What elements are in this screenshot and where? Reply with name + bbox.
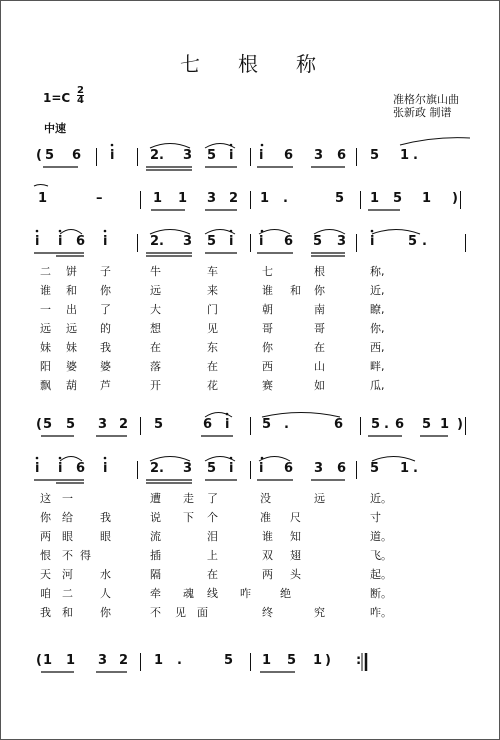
note-r3-2: i [58, 234, 63, 249]
lyric-b2-l3-3: 眼 [100, 530, 111, 543]
lyric-b1-l5-2: 妹 [66, 341, 77, 354]
note-r5-12: 6 [337, 461, 347, 476]
lyric-b1-l2-2: 和 [66, 284, 77, 297]
note-r5-3: 6 [76, 461, 86, 476]
note-r1-3: 6 [72, 148, 82, 163]
lyric-b1-l4-6: 哥 [262, 322, 273, 335]
lyric-b2-l7-2: 和 [62, 606, 73, 619]
lyric-b2-l1-4: 走 [183, 492, 194, 505]
note-r4-3: 5 [66, 417, 76, 432]
lyric-b2-l6-5: 魂 [183, 587, 194, 600]
lyric-b2-l4-5: 上 [207, 549, 218, 562]
lyric-b2-l2-7: 准 [260, 511, 271, 524]
barline-r5-1 [137, 461, 138, 479]
note-r4-17: ) [457, 417, 463, 432]
note-r1-13: 5 [370, 148, 380, 163]
note-r6-4: 3 [98, 653, 108, 668]
lyric-b2-l4-2: 不 [62, 549, 73, 562]
barline-r2-4 [460, 191, 461, 209]
barline-r1-2 [137, 148, 138, 166]
note-r4-9: 5 [262, 417, 272, 432]
barline-r2-1 [140, 191, 141, 209]
note-r4-11: 6 [334, 417, 344, 432]
lyric-b2-l1-8: 近。 [370, 492, 392, 505]
lyric-b1-l1-1: 二 [40, 265, 51, 278]
lyric-b1-l5-6: 你 [262, 341, 273, 354]
lyric-b2-l3-8: 道。 [370, 530, 392, 543]
octave-dot-9 [111, 144, 114, 147]
note-r4-10: . [284, 417, 289, 432]
lyric-b2-l2-5: 下 [183, 511, 194, 524]
note-r2-6: 2 [229, 191, 239, 206]
lyric-b1-l6-5: 在 [207, 360, 218, 373]
note-r5-7: 5 [207, 461, 217, 476]
barline-r1-1 [96, 148, 97, 166]
lyric-b2-l7-8: 究 [314, 606, 325, 619]
tempo-marking: 中速 [44, 122, 66, 135]
lyric-b2-l5-2: 河 [62, 568, 73, 581]
barline-r4-3 [360, 417, 361, 435]
lyric-b2-l2-8: 尺 [290, 511, 301, 524]
lyric-b1-l5-7: 在 [314, 341, 325, 354]
note-r6-1: ( [36, 653, 42, 668]
lyric-b1-l5-1: 妹 [40, 341, 51, 354]
lyric-b1-l7-8: 瓜, [370, 379, 385, 392]
note-r3-4: i [103, 234, 108, 249]
note-r4-1: ( [36, 417, 42, 432]
note-r2-4: 1 [178, 191, 188, 206]
lyric-b2-l1-2: 一 [62, 492, 73, 505]
lyric-b2-l2-1: 你 [40, 511, 51, 524]
note-r4-16: 1 [440, 417, 450, 432]
lyric-b1-l2-7: 和 [290, 284, 301, 297]
lyric-b1-l3-6: 朝 [262, 303, 273, 316]
lyric-b2-l6-9: 断。 [370, 587, 392, 600]
barline-r6-2 [250, 653, 251, 671]
lyric-b1-l6-2: 婆 [66, 360, 77, 373]
note-r6-10: 5 [287, 653, 297, 668]
note-r3-11: 5 [313, 234, 323, 249]
lyric-b1-l3-3: 了 [100, 303, 111, 316]
lyric-b2-l6-7: 咋 [240, 587, 251, 600]
note-r1-11: 3 [314, 148, 324, 163]
octave-dot-11 [261, 144, 264, 147]
lyric-b2-l5-4: 隔 [150, 568, 161, 581]
lyric-b2-l3-1: 两 [40, 530, 51, 543]
lyric-b1-l7-7: 如 [314, 379, 325, 392]
title-char-3: 称 [296, 52, 316, 76]
lyric-b2-l1-1: 这 [40, 492, 51, 505]
note-r1-5: 2. [150, 148, 164, 163]
note-r2-3: 1 [153, 191, 163, 206]
octave-dot-59 [261, 457, 264, 460]
tie-cross-2 [34, 185, 48, 187]
arranger-credit: 张新政 制谱 [393, 106, 452, 119]
lyric-b2-l6-4: 牵 [150, 587, 161, 600]
octave-dot-30 [59, 230, 62, 233]
barline-r4-4 [465, 417, 466, 435]
note-r2-1: 1 [38, 191, 48, 206]
note-r3-6: 3 [183, 234, 193, 249]
lyric-b2-l7-9: 咋。 [370, 606, 392, 619]
note-r5-14: 1 [400, 461, 410, 476]
note-r1-14: 1 [400, 148, 410, 163]
note-r3-3: 6 [76, 234, 86, 249]
octave-dot-42 [226, 413, 229, 416]
lyric-b2-l4-7: 翅 [290, 549, 301, 562]
note-r5-6: 3 [183, 461, 193, 476]
note-r1-12: 6 [337, 148, 347, 163]
title-char-2: 根 [238, 52, 258, 76]
note-r3-13: i [370, 234, 375, 249]
lyric-b2-l3-2: 眼 [62, 530, 73, 543]
lyric-b1-l3-1: 一 [40, 303, 51, 316]
lyric-b1-l4-7: 哥 [314, 322, 325, 335]
octave-dot-32 [230, 230, 233, 233]
note-r3-10: 6 [284, 234, 294, 249]
lyric-b1-l7-5: 花 [207, 379, 218, 392]
note-r5-4: i [103, 461, 108, 476]
lyric-b2-l3-4: 流 [150, 530, 161, 543]
lyric-b1-l1-6: 七 [262, 265, 273, 278]
lyric-b1-l3-7: 南 [314, 303, 325, 316]
tie-cross-1 [400, 138, 470, 145]
note-r4-2: 5 [43, 417, 53, 432]
lyric-b1-l2-8: 你 [314, 284, 325, 297]
lyric-b2-l4-8: 飞。 [370, 549, 392, 562]
note-r6-2: 1 [43, 653, 53, 668]
lyric-b1-l1-5: 车 [207, 265, 218, 278]
octave-dot-55 [36, 457, 39, 460]
lyric-b2-l5-1: 天 [40, 568, 51, 581]
lyric-b1-l3-4: 大 [150, 303, 161, 316]
lyric-b2-l7-7: 终 [262, 606, 273, 619]
lyric-b1-l1-7: 根 [314, 265, 325, 278]
note-r6-12: ) [325, 653, 331, 668]
barline-r4-1 [140, 417, 141, 435]
note-r2-10: 1 [370, 191, 380, 206]
lyric-b1-l4-3: 的 [100, 322, 111, 335]
note-r6-13: : [356, 653, 362, 668]
lyric-b2-l2-3: 我 [100, 511, 111, 524]
lyric-b1-l2-9: 近, [370, 284, 385, 297]
note-r3-9: i [259, 234, 264, 249]
lyric-b2-l6-8: 绝 [280, 587, 291, 600]
lyric-b1-l6-8: 畔, [370, 360, 385, 373]
lyric-b1-l3-2: 出 [66, 303, 77, 316]
lyric-b2-l2-9: 寸 [370, 511, 381, 524]
octave-dot-33 [261, 230, 264, 233]
lyric-b1-l1-4: 牛 [150, 265, 161, 278]
lyric-b1-l4-5: 见 [207, 322, 218, 335]
note-r5-11: 3 [314, 461, 324, 476]
time-signature-top: 2 [77, 85, 84, 96]
note-r1-8: i [229, 148, 234, 163]
lyric-b2-l7-4: 不 [150, 606, 161, 619]
note-r3-7: 5 [207, 234, 217, 249]
lyric-b1-l3-8: 瞭, [370, 303, 385, 316]
lyric-b1-l6-4: 落 [150, 360, 161, 373]
note-r6-3: 1 [66, 653, 76, 668]
lyric-b1-l3-5: 门 [207, 303, 218, 316]
note-r2-11: 5 [393, 191, 403, 206]
note-r4-8: i [225, 417, 230, 432]
note-r1-9: i [259, 148, 264, 163]
lyric-b1-l5-4: 在 [150, 341, 161, 354]
note-r4-5: 2 [119, 417, 129, 432]
lyric-b1-l7-1: 飘 [40, 379, 51, 392]
note-r1-2: 5 [45, 148, 55, 163]
note-r2-7: 1 [260, 191, 270, 206]
lyric-b1-l7-6: 赛 [262, 379, 273, 392]
octave-dot-31 [104, 230, 107, 233]
lyric-b1-l2-3: 你 [100, 284, 111, 297]
lyric-b2-l7-3: 你 [100, 606, 111, 619]
lyric-b1-l6-7: 山 [314, 360, 325, 373]
note-r1-10: 6 [284, 148, 294, 163]
note-r3-1: i [35, 234, 40, 249]
barline-r5-3 [356, 461, 357, 479]
barline-r2-3 [360, 191, 361, 209]
barline-r3-4 [465, 234, 466, 252]
note-r2-9: 5 [335, 191, 345, 206]
barline-r2-2 [250, 191, 251, 209]
barline-r4-2 [250, 417, 251, 435]
note-r1-1: ( [36, 148, 42, 163]
barline-r5-2 [250, 461, 251, 479]
note-r4-7: 6 [203, 417, 213, 432]
lyric-b1-l4-1: 远 [40, 322, 51, 335]
lyric-b1-l1-8: 称, [370, 265, 385, 278]
note-r4-15: 5 [422, 417, 432, 432]
lyric-b1-l7-4: 开 [150, 379, 161, 392]
lyric-b2-l3-6: 谁 [262, 530, 273, 543]
note-r4-12: 5 [371, 417, 381, 432]
lyric-b1-l5-3: 我 [100, 341, 111, 354]
note-r6-9: 1 [262, 653, 272, 668]
lyric-b2-l5-5: 在 [207, 568, 218, 581]
octave-dot-34 [371, 230, 374, 233]
note-r5-1: i [35, 461, 40, 476]
note-r3-8: i [229, 234, 234, 249]
lyric-b1-l7-2: 葫 [66, 379, 77, 392]
note-r5-8: i [229, 461, 234, 476]
note-r5-15: . [413, 461, 418, 476]
octave-dot-29 [36, 230, 39, 233]
note-r2-2: – [96, 191, 103, 206]
lyric-b2-l3-7: 知 [290, 530, 301, 543]
note-r3-5: 2. [150, 234, 164, 249]
barline-r6-1 [140, 653, 141, 671]
note-r5-13: 5 [370, 461, 380, 476]
lyric-b1-l6-1: 阳 [40, 360, 51, 373]
lyric-b1-l1-2: 饼 [66, 265, 77, 278]
note-r3-14: 5 [408, 234, 418, 249]
note-r4-6: 5 [154, 417, 164, 432]
barline-r3-2 [250, 234, 251, 252]
barline-r3-1 [137, 234, 138, 252]
note-r3-12: 3 [337, 234, 347, 249]
lyric-b1-l2-5: 来 [207, 284, 218, 297]
lyric-b2-l5-6: 两 [262, 568, 273, 581]
note-r6-11: 1 [313, 653, 323, 668]
lyric-b2-l7-5: 见 [175, 606, 186, 619]
lyric-b2-l4-6: 双 [262, 549, 273, 562]
note-r6-6: 1 [154, 653, 164, 668]
lyric-b2-l4-1: 恨 [40, 549, 51, 562]
note-r4-13: . [384, 417, 389, 432]
lyric-b2-l7-6: 面 [197, 606, 208, 619]
note-r1-7: 5 [207, 148, 217, 163]
lyric-b2-l5-7: 头 [290, 568, 301, 581]
note-r2-8: . [283, 191, 288, 206]
lyric-b1-l4-4: 想 [150, 322, 161, 335]
lyric-b2-l6-2: 二 [62, 587, 73, 600]
note-r5-5: 2. [150, 461, 164, 476]
lyric-b1-l5-5: 东 [207, 341, 218, 354]
lyric-b1-l6-6: 西 [262, 360, 273, 373]
lyric-b2-l5-8: 起。 [370, 568, 392, 581]
note-r5-9: i [259, 461, 264, 476]
note-r1-6: 3 [183, 148, 193, 163]
lyric-b2-l2-2: 给 [62, 511, 73, 524]
barline-r3-3 [356, 234, 357, 252]
note-r5-2: i [58, 461, 63, 476]
lyric-b1-l7-3: 芦 [100, 379, 111, 392]
octave-dot-10 [230, 144, 233, 147]
lyric-b2-l6-1: 咱 [40, 587, 51, 600]
lyric-b1-l5-8: 西, [370, 341, 385, 354]
lyric-b1-l1-3: 子 [100, 265, 111, 278]
note-r1-15: . [413, 148, 418, 163]
barline-r1-3 [250, 148, 251, 166]
lyric-b1-l2-4: 远 [150, 284, 161, 297]
lyric-b2-l2-4: 说 [150, 511, 161, 524]
note-r2-5: 3 [207, 191, 217, 206]
note-r2-13: ) [452, 191, 458, 206]
lyric-b1-l4-2: 远 [66, 322, 77, 335]
note-r6-8: 5 [224, 653, 234, 668]
lyric-b2-l3-5: 泪 [207, 530, 218, 543]
lyric-b2-l2-6: 个 [207, 511, 218, 524]
barline-r1-4 [356, 148, 357, 166]
lyric-b2-l4-4: 插 [150, 549, 161, 562]
lyric-b2-l1-5: 了 [207, 492, 218, 505]
lyric-b1-l4-8: 你, [370, 322, 385, 335]
note-r6-5: 2 [119, 653, 129, 668]
composer-credit: 准格尔旗山曲 [393, 93, 459, 106]
note-r4-14: 6 [395, 417, 405, 432]
note-r4-4: 3 [98, 417, 108, 432]
slur-41 [262, 413, 340, 418]
lyric-b2-l6-3: 人 [100, 587, 111, 600]
octave-dot-57 [104, 457, 107, 460]
note-r6-7: . [177, 653, 182, 668]
lyric-b2-l5-3: 水 [100, 568, 111, 581]
note-r2-12: 1 [422, 191, 432, 206]
lyric-b2-l6-6: 线 [207, 587, 218, 600]
lyric-b1-l2-6: 谁 [262, 284, 273, 297]
octave-dot-58 [230, 457, 233, 460]
note-r1-4: i [110, 148, 115, 163]
key-signature: 1=C [43, 91, 71, 105]
time-signature-bottom: 4 [77, 95, 84, 106]
lyric-b2-l4-3: 得 [80, 549, 91, 562]
lyric-b1-l6-3: 婆 [100, 360, 111, 373]
time-signature [77, 86, 84, 105]
octave-dot-56 [59, 457, 62, 460]
note-r5-10: 6 [284, 461, 294, 476]
lyric-b2-l1-7: 远 [314, 492, 325, 505]
lyric-b2-l1-6: 没 [260, 492, 271, 505]
lyric-b1-l2-1: 谁 [40, 284, 51, 297]
lyric-b2-l7-1: 我 [40, 606, 51, 619]
title-char-1: 七 [180, 52, 200, 76]
lyric-b2-l1-3: 遭 [150, 492, 161, 505]
note-r3-15: . [422, 234, 427, 249]
